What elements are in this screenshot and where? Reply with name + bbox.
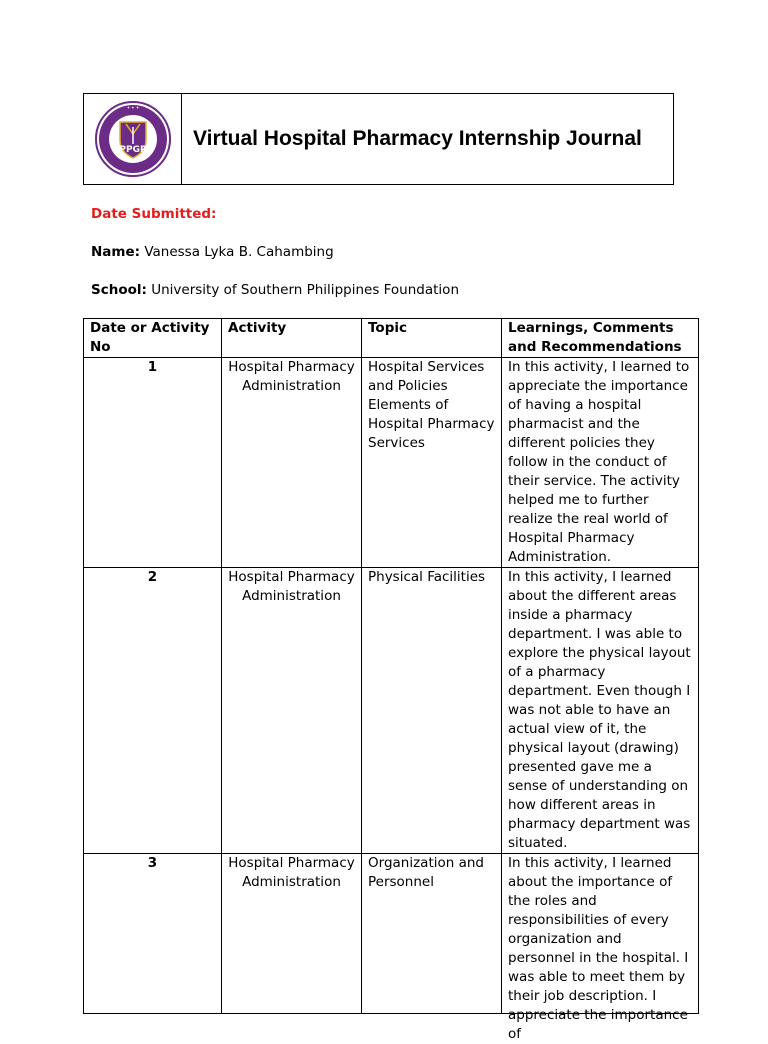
name-label: Name: <box>91 244 141 260</box>
learnings-cell <box>502 854 699 1042</box>
activity-cell: Hospital Pharmacy Administration <box>222 358 362 568</box>
school-line <box>91 282 459 298</box>
activity-number: 3 <box>84 854 222 1014</box>
activity-cell: Hospital Pharmacy Administration <box>222 568 362 854</box>
name-line <box>91 244 334 260</box>
date-submitted-label: Date Submitted: <box>91 206 217 222</box>
svg-text:PPGP: PPGP <box>118 145 147 155</box>
school-label: School: <box>91 282 147 298</box>
column-header: Date or Activity No <box>84 319 222 358</box>
journal-table <box>83 318 699 1042</box>
column-header: Learnings, Comments and Recommendations <box>502 319 699 358</box>
table-row <box>84 358 699 568</box>
column-header: Activity <box>222 319 362 358</box>
header-box <box>83 93 674 185</box>
topic-cell: Physical Facilities <box>362 568 502 854</box>
svg-text:✦ ✦ ✦: ✦ ✦ ✦ <box>126 105 139 110</box>
name-value: Vanessa Lyka B. Cahambing <box>144 244 334 260</box>
journal-title: Virtual Hospital Pharmacy Internship Journal <box>193 127 642 150</box>
logo-cell <box>84 94 182 184</box>
activity-number: 1 <box>84 358 222 568</box>
learnings-cell: In this activity, I learned about the different areas inside a pharmacy department. I was able to explore the physical layout of a pharmacy department. Even though I was not able to have an actual view of it, the physical layout (drawing) presented gave me a sense of understanding on how different areas in pharmacy department was situated. <box>502 568 699 854</box>
school-value: University of Southern Philippines Foundation <box>151 282 459 298</box>
learnings-cell: In this activity, I learned to appreciate the importance of having a hospital pharmacist and the different policies they follow in the conduct of their service. The activity helped me to further realize the real world of Hospital Pharmacy Administration. <box>502 358 699 568</box>
topic-cell: Hospital Services and Policies Elements of Hospital Pharmacy Services <box>362 358 502 568</box>
column-header: Topic <box>362 319 502 358</box>
activity-number: 2 <box>84 568 222 854</box>
ppgp-logo <box>94 100 172 178</box>
table-header-row <box>84 319 699 358</box>
topic-cell: Organization and Personnel <box>362 854 502 1014</box>
activity-cell: Hospital Pharmacy Administration <box>222 854 362 1014</box>
learnings-text: In this activity, I learned about the importance of the roles and responsibilities of every organization and personnel in the hospital. I was able to meet them by their job description. I appreciate the importance of <box>508 855 689 1042</box>
table-row <box>84 854 699 1014</box>
table-row <box>84 568 699 854</box>
